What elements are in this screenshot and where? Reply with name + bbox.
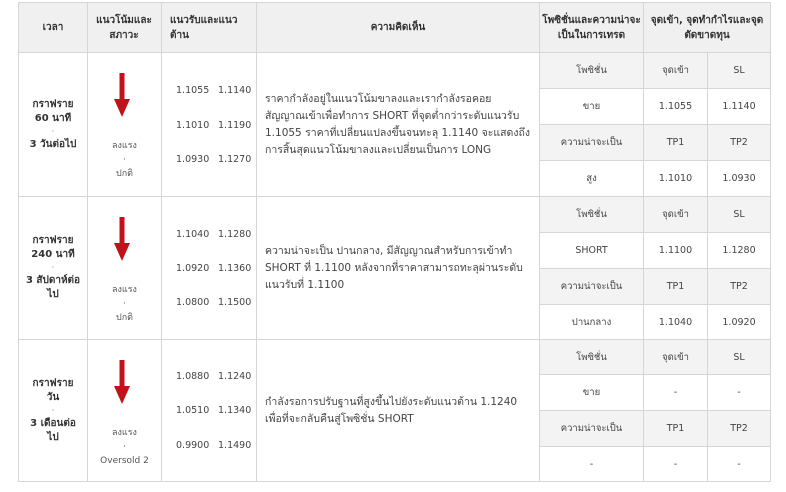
grid-cell <box>707 52 771 89</box>
grid-cell <box>539 160 644 197</box>
grid-label: SL <box>733 65 745 76</box>
grid-label: TP1 <box>666 423 685 434</box>
header-entry <box>643 2 771 53</box>
header-position <box>539 2 644 53</box>
resistance-value: 1.1340 <box>218 405 252 416</box>
grid-cell <box>707 446 771 482</box>
row-2-comment <box>256 196 540 340</box>
grid-value: 1.1010 <box>658 173 693 184</box>
grid-cell <box>539 52 644 89</box>
grid-label: TP2 <box>730 281 748 292</box>
grid-label: SL <box>733 351 745 363</box>
trend-strength: ลงแรง <box>112 141 137 151</box>
level-pair <box>176 85 260 96</box>
grid-value: ปานกลาง <box>571 316 612 328</box>
grid-value: ขาย <box>582 101 601 112</box>
row-3-comment <box>256 339 540 482</box>
grid-value: - <box>673 458 678 470</box>
grid-cell <box>707 268 771 305</box>
trend-state <box>88 283 161 325</box>
separator-dot: · <box>123 442 126 452</box>
support-value: 1.1010 <box>176 120 210 131</box>
header-time-label: เวลา <box>42 22 64 33</box>
row-1-comment <box>256 52 540 197</box>
trend-state <box>88 139 161 181</box>
grid-cell <box>539 124 644 161</box>
grid-cell <box>643 160 708 197</box>
row-3-timeframe <box>18 339 88 482</box>
header-trend-label: แนวโน้มและสภาวะ <box>96 14 152 41</box>
grid-cell <box>539 339 644 375</box>
header-time <box>18 2 88 53</box>
comment-text: ราคากำลังอยู่ในแนวโน้มขาลงและเรากำลังรอคอยสัญญาณเข้าเพื่อทำการ SHORT ที่จุดต่ำกว่าระดับแนวรับ 1.1055 ราคาที่เปลี่ยนแปลงขึ้นจนทะลุ 1.1140 จะแสดงถึงการสิ้นสุดแนวโน้มขาลงและเปลี่ยนเป็นการ LONG <box>265 92 530 156</box>
grid-cell <box>539 304 644 340</box>
grid-cell <box>707 160 771 197</box>
support-value: 1.0800 <box>176 297 210 308</box>
level-pair <box>176 371 260 382</box>
timeframe-horizon: 3 เดือนต่อไป <box>30 417 76 443</box>
resistance-value: 1.1190 <box>218 120 252 131</box>
timeframe-horizon: 3 สัปดาห์ต่อไป <box>25 275 81 300</box>
resistance-value: 1.1280 <box>218 229 252 240</box>
separator-dot: · <box>51 126 55 136</box>
timeframe-line: 240 นาที <box>31 249 75 260</box>
grid-label: ความน่าจะเป็น <box>560 137 623 148</box>
support-value: 1.0920 <box>176 263 210 274</box>
grid-value: 1.1100 <box>658 245 693 256</box>
grid-label: TP2 <box>730 137 748 148</box>
grid-value: 1.1280 <box>722 245 756 256</box>
resistance-value: 1.1500 <box>218 297 252 308</box>
header-levels <box>161 2 257 53</box>
grid-label: ความน่าจะเป็น <box>560 423 623 434</box>
grid-value: - <box>673 387 678 398</box>
grid-value: - <box>737 458 741 470</box>
grid-cell <box>707 410 771 447</box>
grid-label: โพซิชั่น <box>576 351 607 363</box>
grid-cell <box>707 374 771 411</box>
header-trend <box>87 2 162 53</box>
level-pair <box>176 440 260 451</box>
header-entry-label: จุดเข้า, จุดทำกำไรและจุดตัดขาดทุน <box>650 14 764 41</box>
row-1-levels <box>161 52 257 197</box>
grid-cell <box>643 124 708 161</box>
grid-cell <box>539 374 644 411</box>
level-pair <box>176 229 260 240</box>
grid-cell <box>539 410 644 447</box>
support-value: 1.0880 <box>176 371 210 382</box>
grid-cell <box>707 196 771 233</box>
resistance-value: 1.1270 <box>218 154 252 165</box>
grid-value: 1.0930 <box>722 173 756 184</box>
trend-condition: ปกติ <box>115 313 133 323</box>
grid-label: TP2 <box>730 423 748 434</box>
timeframe-horizon: 3 วันต่อไป <box>29 138 77 150</box>
grid-cell <box>539 446 644 482</box>
grid-cell <box>643 52 708 89</box>
grid-cell <box>539 268 644 305</box>
grid-label: จุดเข้า <box>662 209 689 220</box>
resistance-value: 1.1140 <box>218 85 252 96</box>
level-pair <box>176 405 260 416</box>
level-pair <box>176 297 260 308</box>
timeframe-line: กราฟราย <box>32 377 74 389</box>
separator-dot: · <box>51 405 55 415</box>
trend-strength: ลงแรง <box>112 428 137 438</box>
trend-condition: Oversold 2 <box>100 456 149 466</box>
row-1-timeframe <box>18 52 88 197</box>
resistance-value: 1.1240 <box>218 371 252 382</box>
header-comment <box>256 2 540 53</box>
grid-cell <box>707 124 771 161</box>
grid-cell <box>707 88 771 125</box>
row-2-levels <box>161 196 257 340</box>
comment-text: กำลังรอการปรับฐานที่สูงขึ้นไปยังระดับแนวต้าน 1.1240 เพื่อที่จะกลับคืนสู่โพซิชั่น SHORT <box>265 395 518 425</box>
resistance-value: 1.1360 <box>218 263 252 274</box>
grid-cell <box>707 232 771 269</box>
grid-value: 1.1055 <box>658 101 693 112</box>
row-3-levels <box>161 339 257 482</box>
grid-label: โพซิชั่น <box>576 209 607 220</box>
grid-label: TP1 <box>666 281 685 292</box>
row-1-trend <box>87 52 162 197</box>
timeframe-line: กราฟราย <box>32 235 74 246</box>
row-3-trend <box>87 339 162 482</box>
support-value: 1.0510 <box>176 405 210 416</box>
support-value: 1.1040 <box>176 229 210 240</box>
grid-value: SHORT <box>575 245 608 256</box>
grid-cell <box>539 88 644 125</box>
grid-cell <box>643 374 708 411</box>
grid-cell <box>643 339 708 375</box>
level-pair <box>176 120 260 131</box>
separator-dot: · <box>123 299 126 309</box>
row-2-trend <box>87 196 162 340</box>
grid-value: 1.1040 <box>658 316 693 328</box>
grid-cell <box>707 304 771 340</box>
grid-value: ขาย <box>582 387 601 398</box>
grid-cell <box>707 339 771 375</box>
grid-cell <box>643 196 708 233</box>
separator-dot: · <box>51 263 55 272</box>
level-pair <box>176 263 260 274</box>
grid-cell <box>643 88 708 125</box>
grid-label: SL <box>733 209 745 220</box>
timeframe-line: กราฟราย <box>32 98 74 110</box>
grid-cell <box>539 196 644 233</box>
support-value: 1.0930 <box>176 154 210 165</box>
grid-value: สูง <box>586 173 597 184</box>
grid-label: โพซิชั่น <box>576 65 607 76</box>
trend-condition: ปกติ <box>115 169 133 179</box>
comment-text: ความน่าจะเป็น ปานกลาง, มีสัญญาณสำหรับการเข้าทำ SHORT ที่ 1.1100 หลังจากที่ราคาสามารถทะลุผ่านระดับแนวรับที่ 1.1100 <box>265 244 523 291</box>
grid-cell <box>539 232 644 269</box>
grid-value: 1.0920 <box>722 316 756 328</box>
trend-state <box>88 426 161 468</box>
grid-label: TP1 <box>666 137 685 148</box>
support-value: 0.9900 <box>176 440 210 451</box>
support-value: 1.1055 <box>176 85 210 96</box>
grid-label: จุดเข้า <box>662 65 689 76</box>
grid-value: - <box>737 387 741 398</box>
grid-label: ความน่าจะเป็น <box>560 281 623 292</box>
arrow-down-icon <box>114 217 130 261</box>
grid-cell <box>643 232 708 269</box>
grid-cell <box>643 446 708 482</box>
trend-strength: ลงแรง <box>112 285 137 295</box>
header-comment-label: ความคิดเห็น <box>370 22 426 33</box>
header-position-label: โพซิชั่นและความน่าจะเป็นในการเทรด <box>542 14 641 41</box>
separator-dot: · <box>123 155 126 165</box>
grid-cell <box>643 268 708 305</box>
grid-cell <box>643 410 708 447</box>
timeframe-line: 60 นาที <box>34 112 72 124</box>
row-2-timeframe <box>18 196 88 340</box>
resistance-value: 1.1490 <box>218 440 252 451</box>
arrow-down-icon <box>114 73 130 117</box>
grid-cell <box>643 304 708 340</box>
grid-value: 1.1140 <box>722 101 756 112</box>
grid-value: - <box>589 458 594 470</box>
level-pair <box>176 154 260 165</box>
grid-label: จุดเข้า <box>662 351 689 363</box>
timeframe-line: วัน <box>46 391 60 403</box>
arrow-down-icon <box>114 360 130 404</box>
header-levels-label: แนวรับและแนวต้าน <box>170 14 238 41</box>
